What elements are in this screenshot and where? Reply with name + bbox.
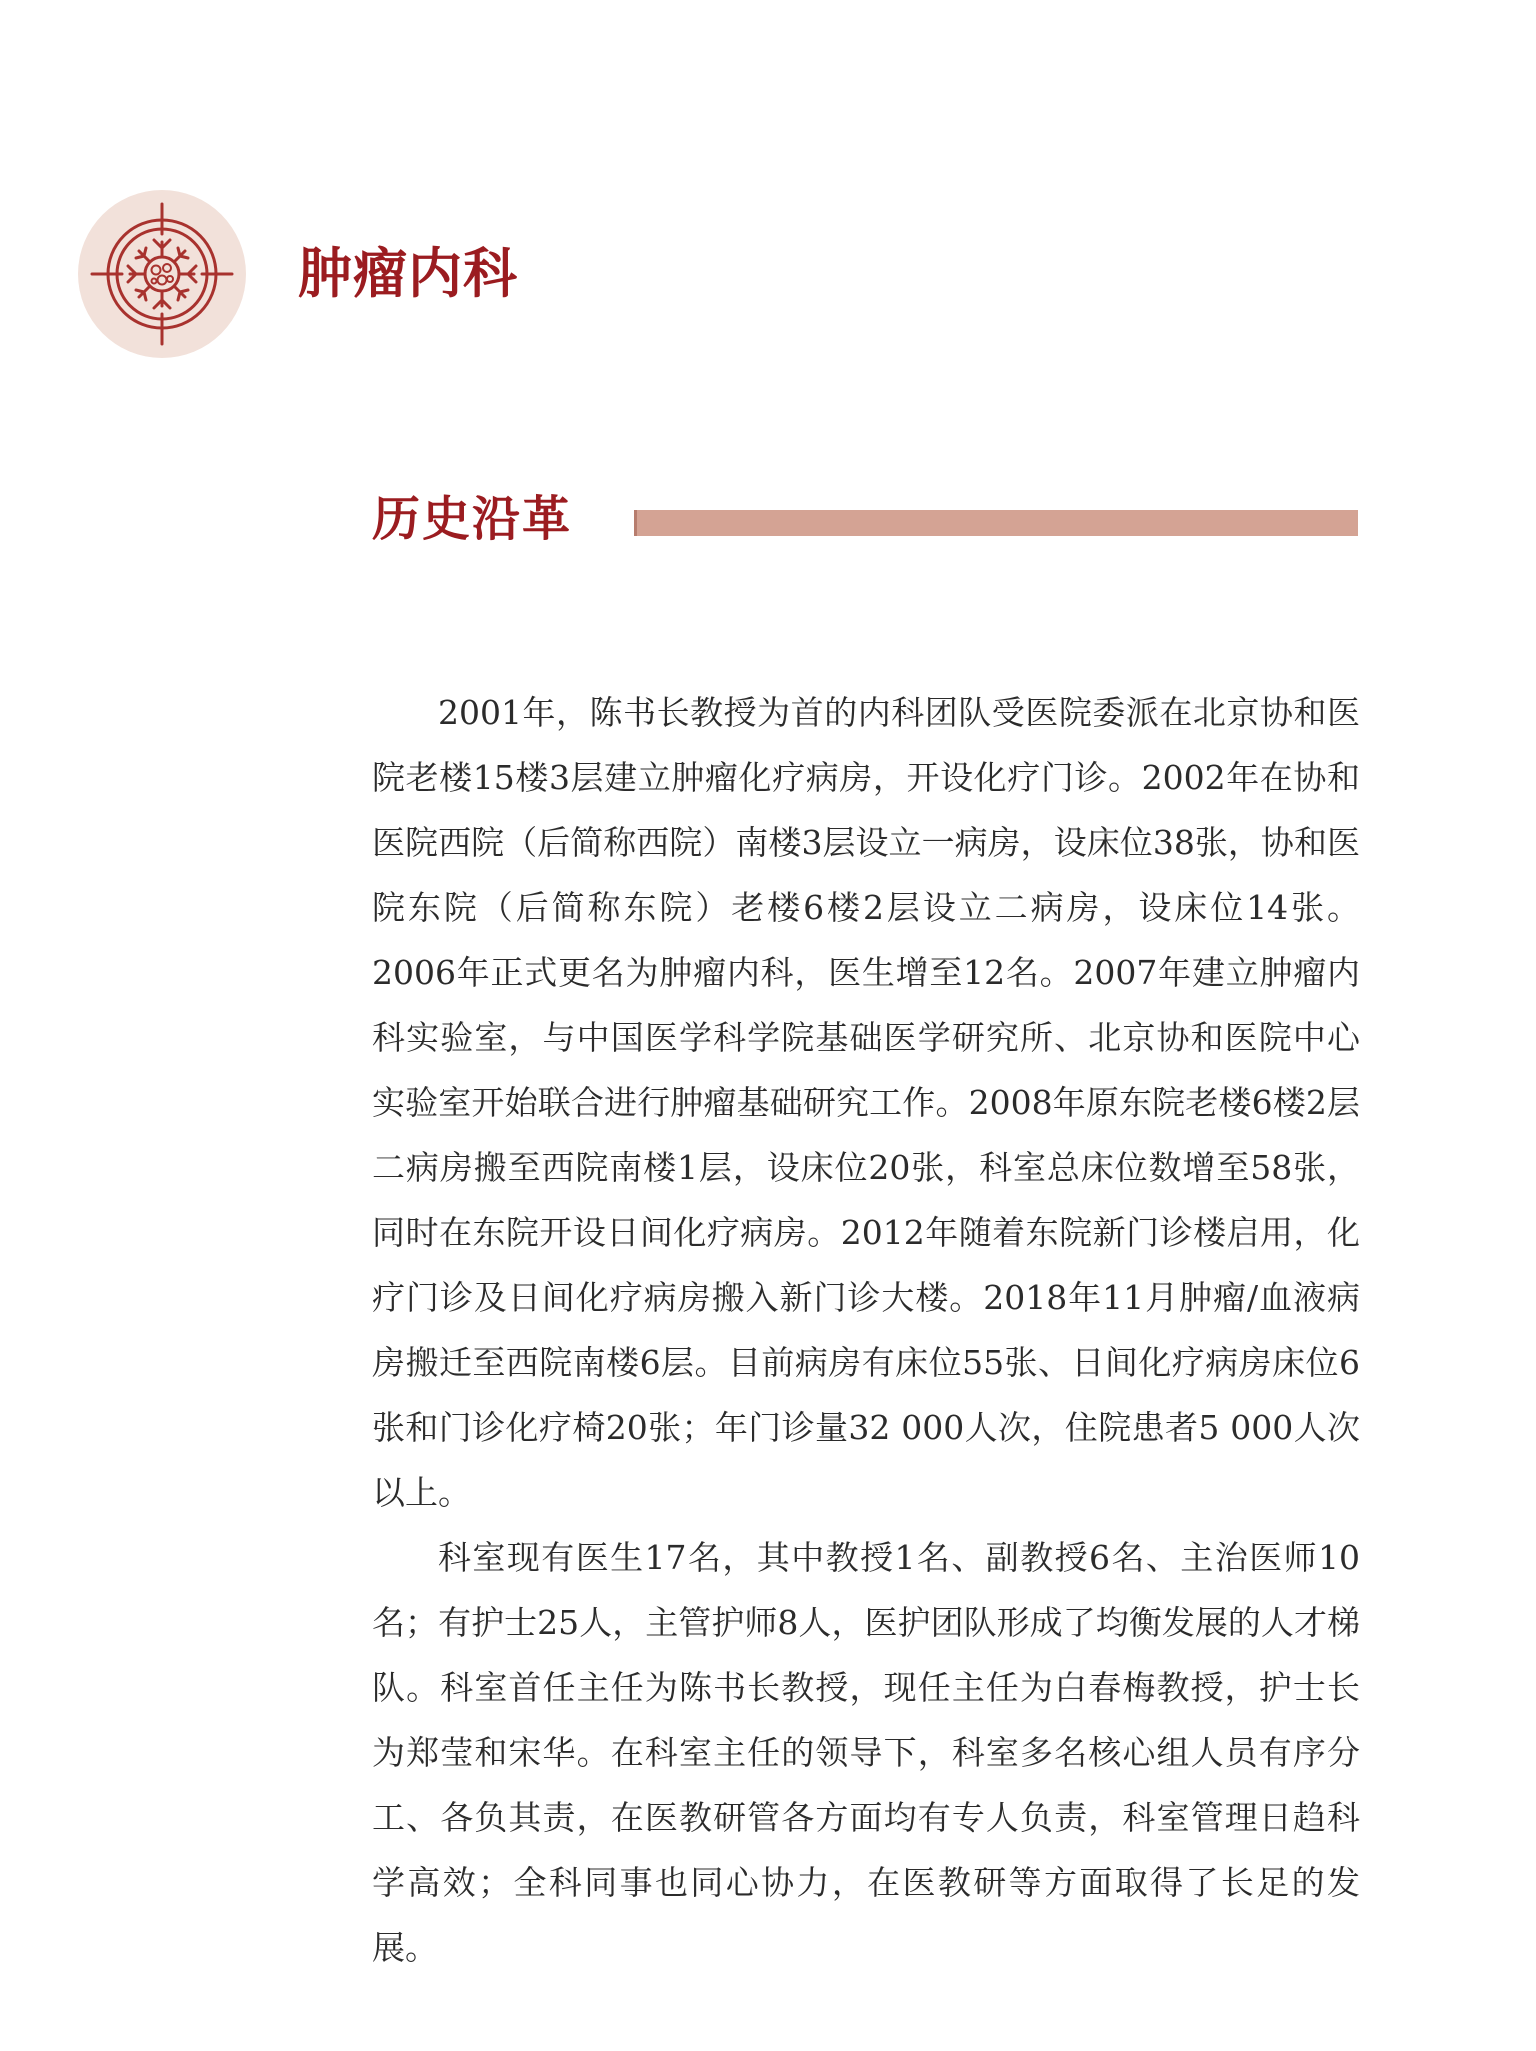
body-text bbox=[372, 680, 1360, 1980]
staff-paragraph: 科室现有医生17名，其中教授1名、副教授6名、主治医师10名；有护士25人，主管护师8人，医护团队形成了均衡发展的人才梯队。科室首任主任为陈书长教授，现任主任为白春梅教授，护士长为郑莹和宋华。在科室主任的领导下，科室多名核心组人员有序分工、各负其责，在医教研管各方面均有专人负责，科室管理日趋科学高效；全科同事也同心协力，在医教研等方面取得了长足的发展。 bbox=[372, 1538, 1360, 1967]
tumor-cell-target-icon bbox=[78, 190, 246, 358]
section-title: 历史沿革 bbox=[372, 491, 573, 547]
department-title: 肿瘤内科 bbox=[298, 242, 518, 305]
section-title-rule bbox=[634, 510, 1358, 536]
history-paragraph: 2001年，陈书长教授为首的内科团队受医院委派在北京协和医院老楼15楼3层建立肿瘤化疗病房，开设化疗门诊。2002年在协和医院西院（后简称西院）南楼3层设立一病房，设床位38张，协和医院东院（后简称东院）老楼6楼2层设立二病房，设床位14张。2006年正式更名为肿瘤内科，医生增至12名。2007年建立肿瘤内科实验室，与中国医学科学院基础医学研究所、北京协和医院中心实验室开始联合进行肿瘤基础研究工作。2008年原东院老楼6楼2层二病房搬至西院南楼1层，设床位20张，科室总床位数增至58张，同时在东院开设日间化疗病房。2012年随着东院新门诊楼启用，化疗门诊及日间化疗病房搬入新门诊大楼。2018年11月肿瘤/血液病房搬迁至西院南楼6层。目前病房有床位55张、日间化疗病房床位6张和门诊化疗椅20张；年门诊量32 000人次，住院患者5 000人次以上。 bbox=[372, 693, 1360, 1512]
